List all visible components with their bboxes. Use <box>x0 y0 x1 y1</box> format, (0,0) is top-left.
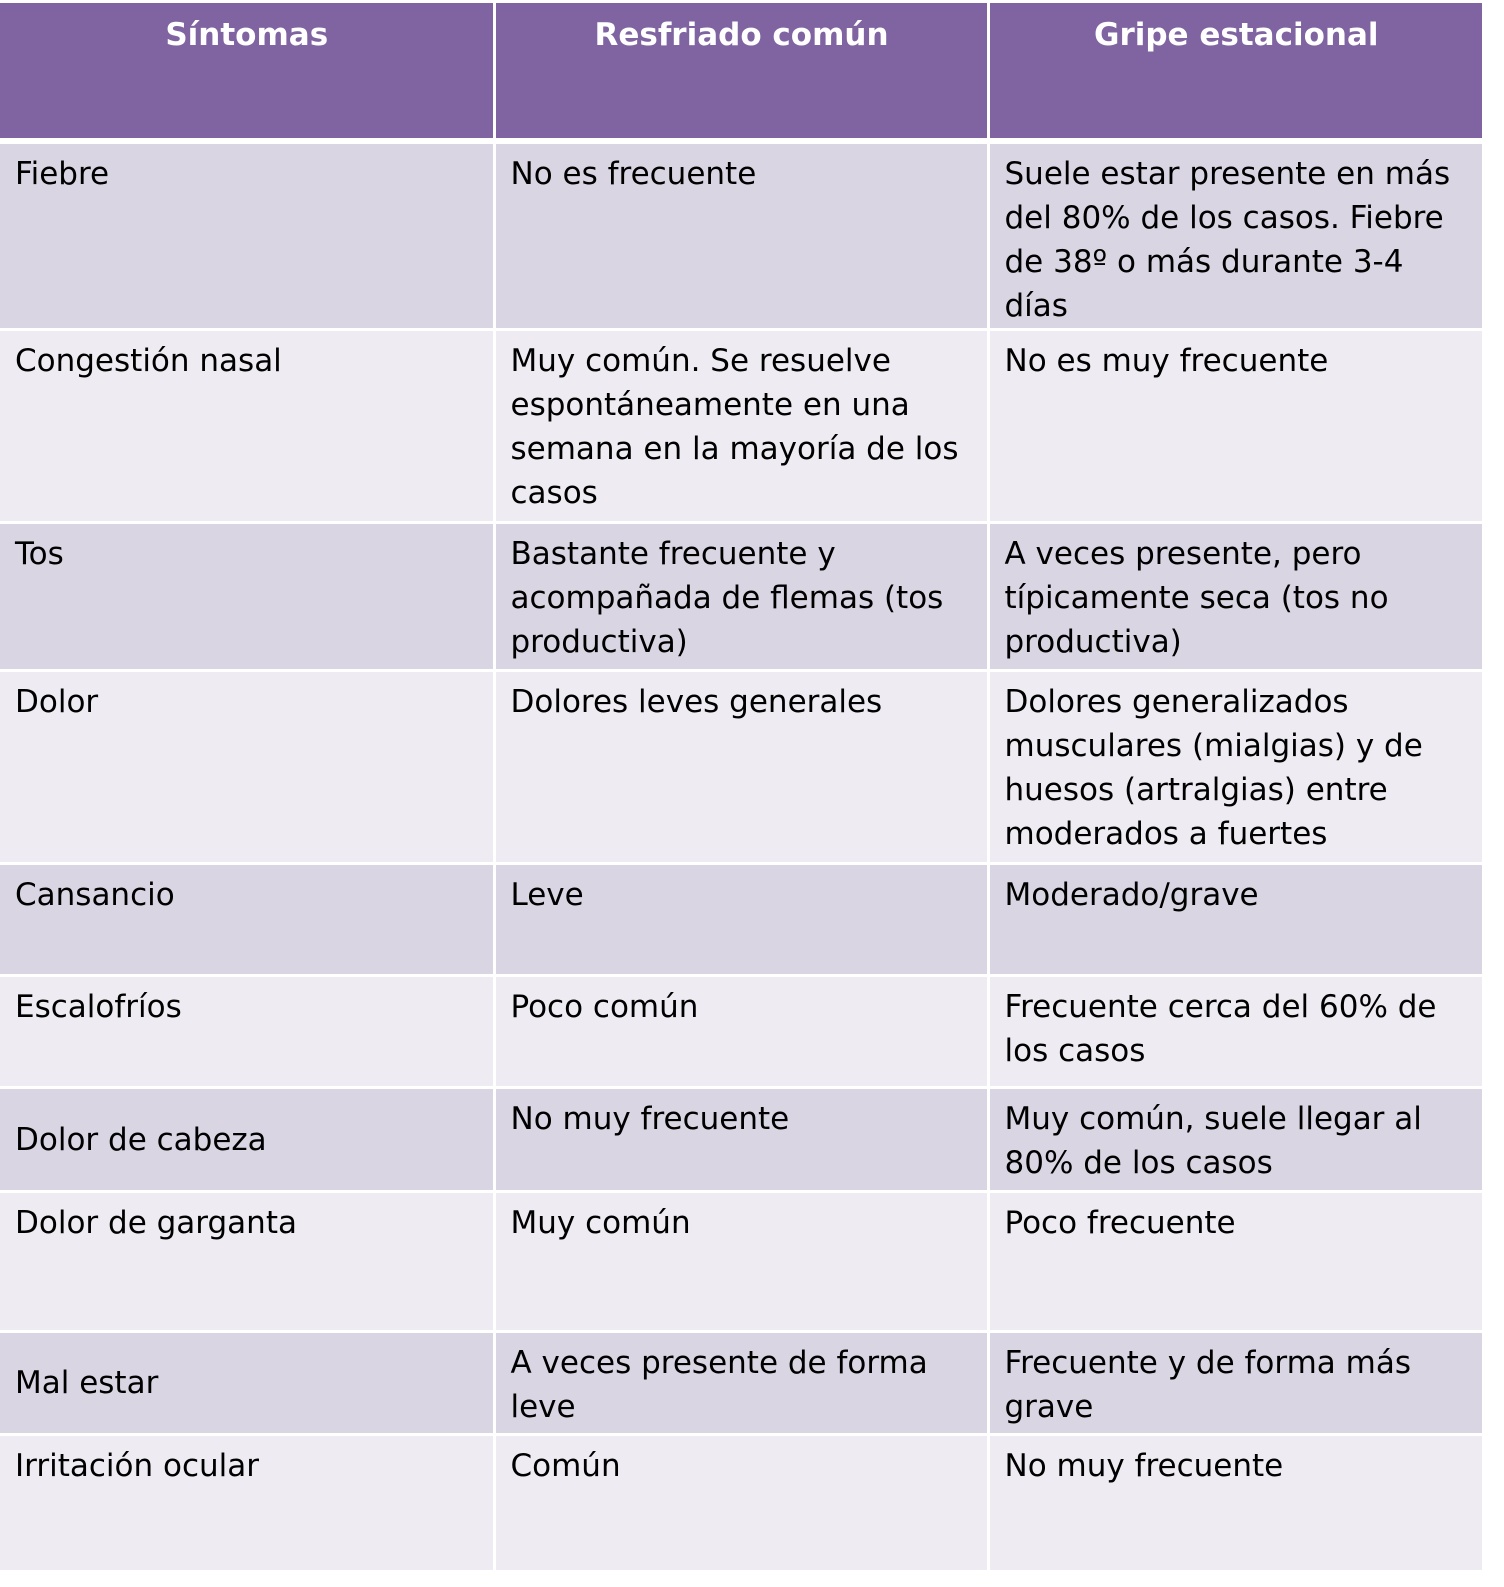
header-common-cold: Resfriado común <box>494 3 988 141</box>
flu-cell: Frecuente y de forma más grave <box>988 1332 1482 1435</box>
table-row <box>0 523 1482 671</box>
symptom-cell: Tos <box>0 523 494 671</box>
flu-cell: Muy común, suele llegar al 80% de los casos <box>988 1088 1482 1192</box>
table-row <box>0 1332 1482 1435</box>
flu-cell: No muy frecuente <box>988 1435 1482 1572</box>
table-row <box>0 141 1482 330</box>
cold-cell: Común <box>494 1435 988 1572</box>
symptoms-comparison-table <box>0 3 1482 1573</box>
cold-cell: No muy frecuente <box>494 1088 988 1192</box>
table-row <box>0 330 1482 523</box>
symptom-cell: Escalofríos <box>0 976 494 1088</box>
cold-cell: A veces presente de forma leve <box>494 1332 988 1435</box>
symptom-cell: Dolor <box>0 671 494 864</box>
header-seasonal-flu: Gripe estacional <box>988 3 1482 141</box>
cold-cell: Bastante frecuente y acompañada de flemas (tos productiva) <box>494 523 988 671</box>
cold-cell: Muy común. Se resuelve espontáneamente en una semana en la mayoría de los casos <box>494 330 988 523</box>
symptom-cell: Mal estar <box>0 1332 494 1435</box>
cold-cell: Dolores leves generales <box>494 671 988 864</box>
symptom-cell: Fiebre <box>0 141 494 330</box>
flu-cell: Suele estar presente en más del 80% de los casos. Fiebre de 38º o más durante 3-4 días <box>988 141 1482 330</box>
flu-cell: Dolores generalizados musculares (mialgias) y de huesos (artralgias) entre moderados a fuertes <box>988 671 1482 864</box>
flu-cell: Poco frecuente <box>988 1192 1482 1332</box>
cold-cell: Poco común <box>494 976 988 1088</box>
symptom-cell: Congestión nasal <box>0 330 494 523</box>
cold-cell: No es frecuente <box>494 141 988 330</box>
table-row <box>0 976 1482 1088</box>
table-row <box>0 671 1482 864</box>
symptom-cell: Dolor de cabeza <box>0 1088 494 1192</box>
flu-cell: No es muy frecuente <box>988 330 1482 523</box>
table-row <box>0 864 1482 976</box>
flu-cell: Frecuente cerca del 60% de los casos <box>988 976 1482 1088</box>
header-symptoms: Síntomas <box>0 3 494 141</box>
symptom-cell: Irritación ocular <box>0 1435 494 1572</box>
cold-cell: Muy común <box>494 1192 988 1332</box>
table-row <box>0 1192 1482 1332</box>
symptom-cell: Dolor de garganta <box>0 1192 494 1332</box>
symptom-cell: Cansancio <box>0 864 494 976</box>
header-row <box>0 3 1482 141</box>
flu-cell: A veces presente, pero típicamente seca (tos no productiva) <box>988 523 1482 671</box>
flu-cell: Moderado/grave <box>988 864 1482 976</box>
cold-cell: Leve <box>494 864 988 976</box>
table-row <box>0 1435 1482 1572</box>
table-row <box>0 1088 1482 1192</box>
